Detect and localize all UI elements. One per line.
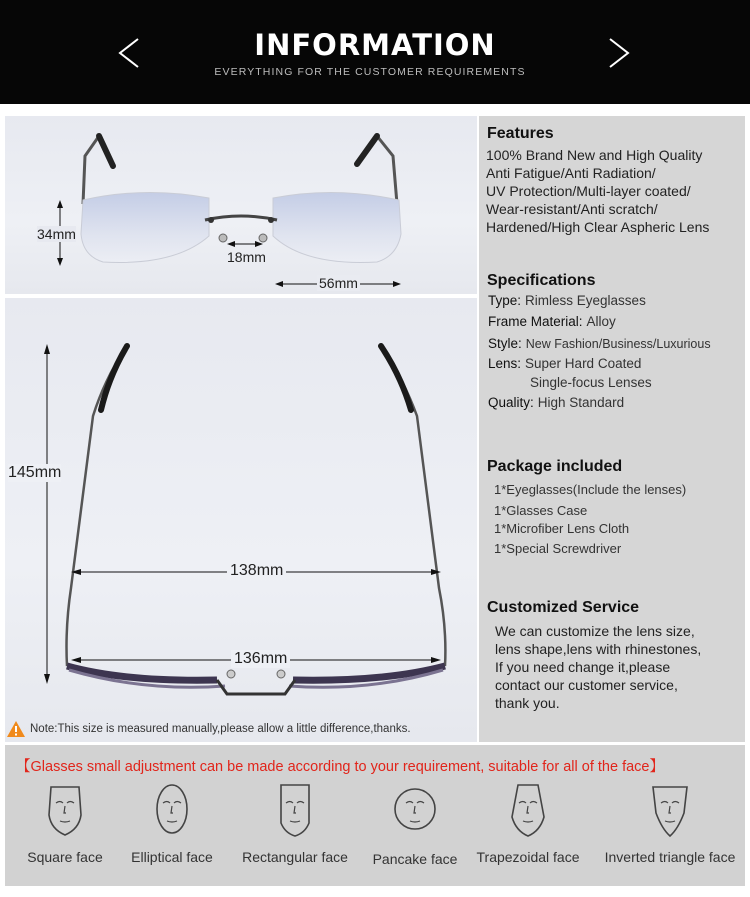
face-outline-icon — [150, 781, 194, 839]
face-label: Elliptical face — [131, 849, 213, 865]
service-line: If you need change it,please — [495, 659, 671, 675]
lens-width-label: 56mm — [319, 275, 358, 291]
frame-width-label: 136mm — [231, 650, 290, 668]
spec-type: Type: Rimless Eyeglasses — [488, 293, 646, 308]
face-outline-icon — [648, 781, 692, 839]
features-line: UV Protection/Multi-layer coated/ — [486, 183, 691, 199]
face-shapes-band — [5, 745, 745, 886]
spec-material: Frame Material: Alloy — [488, 314, 616, 329]
face-label: Square face — [27, 849, 103, 865]
package-item: 1*Special Screwdriver — [494, 541, 622, 556]
package-item: 1*Eyeglasses(Include the lenses) — [494, 482, 687, 497]
face-elliptical — [112, 781, 232, 877]
features-line: 100% Brand New and High Quality — [486, 147, 703, 163]
service-line: lens shape,lens with rhinestones, — [495, 641, 702, 657]
face-outline-icon — [43, 781, 87, 839]
glasses-front-illustration — [5, 116, 477, 294]
face-inverted-triangle — [595, 781, 745, 877]
glasses-top-illustration — [5, 298, 477, 742]
face-outline-icon — [506, 781, 550, 839]
measurement-note — [6, 718, 476, 740]
face-rectangular — [235, 781, 355, 877]
temple-length-label: 145mm — [8, 464, 62, 481]
features-line: Anti Fatigue/Anti Radiation/ — [486, 165, 656, 181]
service-line: We can customize the lens size, — [495, 623, 695, 639]
bridge-width-label: 18mm — [227, 249, 266, 265]
spec-style: Style: New Fashion/Business/Luxurious — [488, 336, 711, 351]
face-square — [5, 781, 125, 877]
service-heading: Customized Service — [487, 599, 640, 616]
spec-quality: Quality: High Standard — [488, 395, 625, 410]
lens-height-label: 34mm — [37, 226, 76, 242]
service-line: thank you. — [495, 695, 560, 711]
glasses-front-photo — [5, 116, 477, 294]
warning-triangle-icon — [6, 720, 26, 738]
package-heading: Package included — [487, 458, 623, 475]
face-trapezoidal — [468, 781, 588, 877]
package-item: 1*Glasses Case — [494, 503, 588, 518]
page-subtitle: EVERYTHING FOR THE CUSTOMER REQUIREMENTS — [214, 66, 526, 78]
page-title: INFORMATION — [254, 28, 496, 62]
face-label: Rectangular face — [242, 849, 348, 865]
spec-lens-cont: Single-focus Lenses — [530, 375, 652, 390]
header-banner — [0, 0, 750, 104]
note-text: Note:This size is measured manually,please allow a little difference,thanks. — [30, 723, 411, 735]
spec-lens: Lens: Super Hard Coated — [488, 356, 642, 371]
face-label: Inverted triangle face — [604, 849, 736, 865]
face-outline-icon — [391, 781, 439, 839]
features-line: Hardened/High Clear Aspheric Lens — [486, 219, 710, 235]
face-label: Trapezoidal face — [476, 849, 580, 865]
face-pancake — [355, 781, 475, 877]
specifications-heading: Specifications — [487, 272, 596, 289]
features-line: Wear-resistant/Anti scratch/ — [486, 201, 658, 217]
adjustment-headline: 【Glasses small adjustment can be made according to your requirement, suitable for all of the face】 — [16, 759, 664, 775]
info-panel — [479, 116, 745, 742]
chevron-right-icon[interactable] — [604, 36, 634, 70]
face-label: Pancake face — [372, 851, 458, 867]
features-heading: Features — [487, 125, 554, 142]
temple-span-label: 138mm — [227, 562, 286, 580]
glasses-top-photo — [5, 298, 477, 742]
face-outline-icon — [273, 781, 317, 839]
package-item: 1*Microfiber Lens Cloth — [494, 521, 630, 536]
service-line: contact our customer service, — [495, 677, 678, 693]
